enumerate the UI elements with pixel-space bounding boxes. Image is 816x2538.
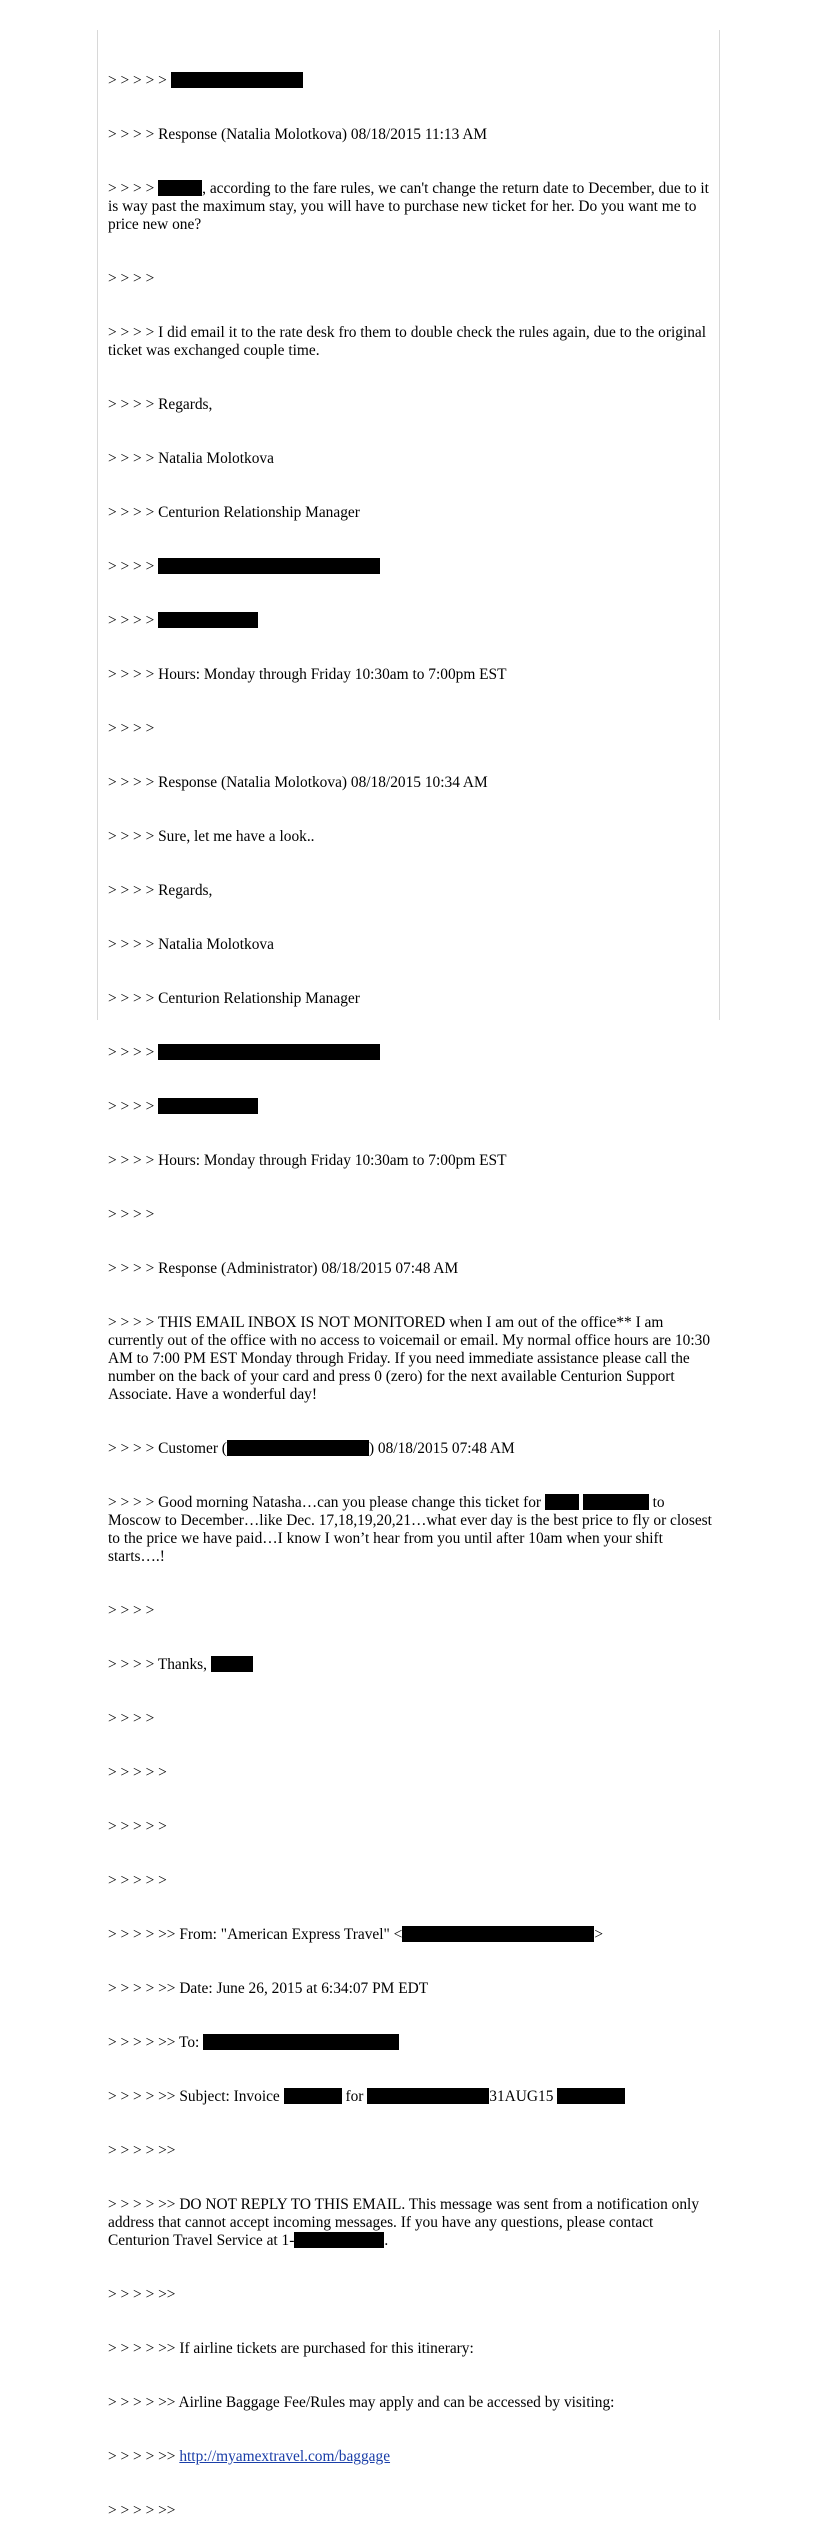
redacted-block [158, 558, 380, 574]
email-body: > > > > >> http://myamextravel.com/baggage [108, 2448, 391, 2465]
redacted-block [158, 1044, 380, 1060]
redacted-block [545, 1494, 579, 1510]
email-from-line: > > > > >> From: "American Express Travel" < > [108, 1926, 604, 1943]
page-border-left [97, 30, 98, 1020]
page-border-right [719, 30, 720, 1020]
signature-line: > > > > Hours: Monday through Friday 10:30am to 7:00pm EST [108, 1152, 507, 1169]
response-header: > > > > Response (Natalia Molotkova) 08/18/2015 11:13 AM [108, 126, 488, 143]
signature-line: > > > > [108, 1044, 712, 1062]
response-header: > > > > Response (Natalia Molotkova) 08/18/2015 10:34 AM [108, 774, 488, 791]
signature-line: > > > > Centurion Relationship Manager [108, 990, 360, 1007]
quote-line: > > > > >> [108, 2286, 176, 2303]
customer-header: > > > > Customer ( ) 08/18/2015 07:48 AM [108, 1440, 515, 1457]
signature-line: > > > > Regards, [108, 396, 213, 413]
response-body: > > > > , according to the fare rules, we can't change the return date to December, due to it is way past the maximum stay, you will have to purchase new ticket for her. Do you want me to price new one? [108, 180, 713, 233]
email-date-line: > > > > >> Date: June 26, 2015 at 6:34:07 PM EDT [108, 1980, 429, 1997]
email-subject-line: > > > > >> Subject: Invoice for 31AUG15 [108, 2088, 712, 2106]
quote-line: > > > > > [108, 72, 712, 90]
quote-line: > > > > > [108, 1872, 167, 1889]
signature-line: > > > > Natalia Molotkova [108, 450, 274, 467]
email-to-line: > > > > >> To: [108, 2034, 712, 2052]
quote-line: > > > > > [108, 1818, 167, 1835]
response-body: > > > > THIS EMAIL INBOX IS NOT MONITORED when I am out of the office** I am currently out of the office with no access to voicemail or email. My normal office hours are 10:30 AM to 7:00 PM EST Monday through Friday. If you need immediate assistance please call the number on the back of your card and press 0 (zero) for the next available Centurion Support Associate. Have a wonderful day! [108, 1314, 714, 1403]
redacted-block [583, 1494, 649, 1510]
baggage-link[interactable]: http://myamextravel.com/baggage [179, 2448, 391, 2465]
redacted-block [284, 2088, 342, 2104]
redacted-block [367, 2088, 489, 2104]
redacted-block [294, 2232, 384, 2248]
signature-line: > > > > Regards, [108, 882, 213, 899]
quote-line: > > > > > [108, 1764, 167, 1781]
redacted-block [171, 72, 303, 88]
email-body: > > > > >> DO NOT REPLY TO THIS EMAIL. This message was sent from a notification only address that cannot accept incoming messages. If you have any questions, please contact Centurion Travel Service at 1- . [108, 2196, 703, 2249]
email-body: > > > > >> Airline Baggage Fee/Rules may apply and can be accessed by visiting: [108, 2394, 615, 2411]
signature-line: > > > > Centurion Relationship Manager [108, 504, 360, 521]
redacted-block [227, 1440, 369, 1456]
redacted-block [158, 612, 258, 628]
signature-line: > > > > [108, 1098, 712, 1116]
response-body: > > > > Sure, let me have a look.. [108, 828, 315, 845]
signature-line: > > > > [108, 612, 712, 630]
quote-line: > > > > [108, 1602, 155, 1619]
customer-body: > > > > Thanks, [108, 1656, 712, 1674]
redacted-block [402, 1926, 594, 1942]
response-body: > > > > I did email it to the rate desk fro them to double check the rules again, due to the original ticket was exchanged couple time. [108, 324, 710, 359]
email-body: > > > > >> If airline tickets are purchased for this itinerary: [108, 2340, 474, 2357]
response-header: > > > > Response (Administrator) 08/18/2015 07:48 AM [108, 1260, 459, 1277]
redacted-block [557, 2088, 625, 2104]
redacted-block [158, 1098, 258, 1114]
redacted-block [203, 2034, 399, 2050]
quote-line: > > > > >> [108, 2502, 176, 2519]
signature-line: > > > > [108, 558, 712, 576]
email-thread-document [108, 36, 716, 2538]
quote-line: > > > > [108, 1710, 155, 1727]
redacted-block [158, 180, 202, 196]
quote-line: > > > > >> [108, 2142, 176, 2159]
redacted-block [211, 1656, 253, 1672]
quote-line: > > > > [108, 270, 155, 287]
signature-line: > > > > Natalia Molotkova [108, 936, 274, 953]
quote-line: > > > > [108, 720, 155, 737]
customer-body: > > > > Good morning Natasha…can you please change this ticket for to Moscow to December…like Dec. 17,18,19,20,21…what ever day is the best price to fly or closest to the price we have paid…I know I won’t hear from you until after 10am when your shift starts….! [108, 1494, 716, 1565]
signature-line: > > > > Hours: Monday through Friday 10:30am to 7:00pm EST [108, 666, 507, 683]
quote-line: > > > > [108, 1206, 155, 1223]
